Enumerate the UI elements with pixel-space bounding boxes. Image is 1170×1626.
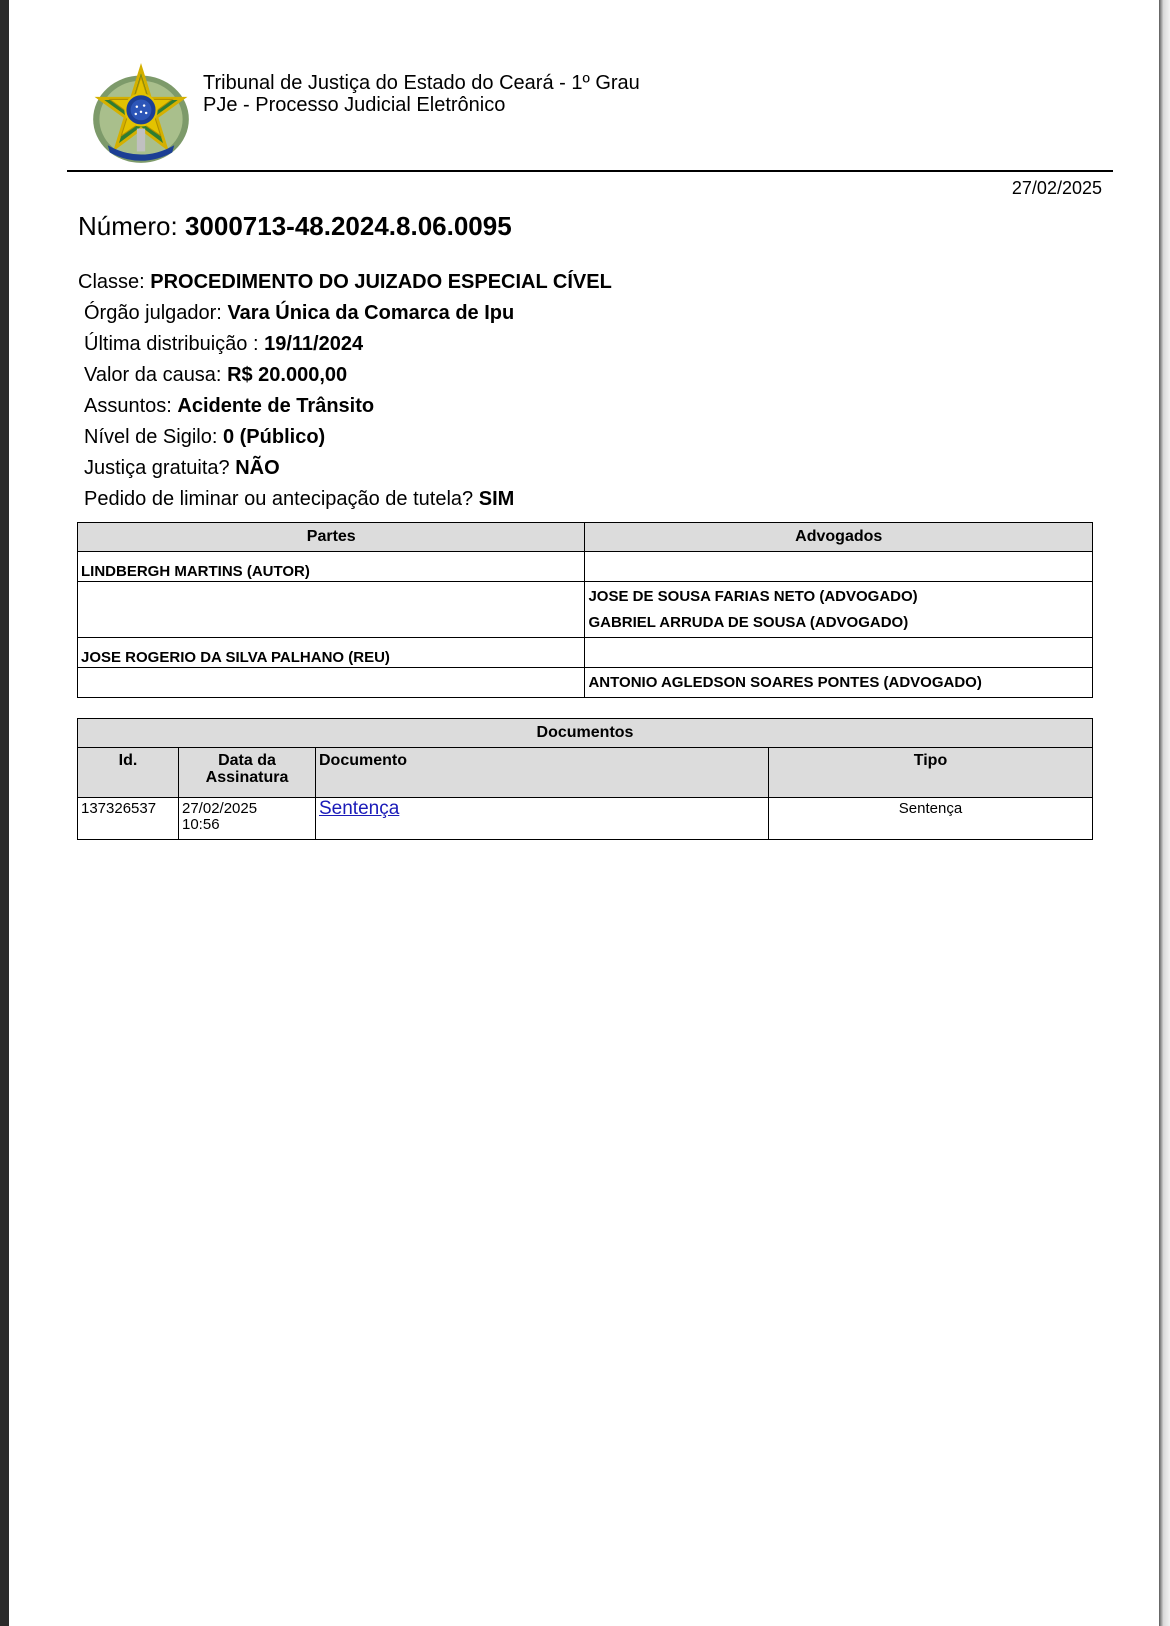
info-classe	[78, 267, 612, 298]
advogado-reu-1: ANTONIO AGLEDSON SOARES PONTES (ADVOGADO)	[585, 668, 1093, 698]
process-number-label: Número:	[78, 211, 178, 241]
sigilo-value: 0 (Público)	[222, 426, 326, 448]
gratuita-value: NÃO	[235, 457, 280, 479]
assuntos-value: Acidente de Trânsito	[177, 395, 375, 417]
liminar-value: SIM	[478, 488, 515, 510]
partes-table	[77, 522, 1093, 698]
id-column-header: Id.	[78, 748, 179, 798]
classe-label: Classe:	[78, 271, 145, 293]
court-name	[203, 72, 640, 116]
table-row	[78, 638, 1093, 668]
orgao-value: Vara Única da Comarca de Ipu	[227, 302, 515, 324]
empty-cell	[78, 668, 585, 698]
data-header-line-1: Data da	[218, 752, 276, 769]
document-header	[9, 0, 1159, 172]
brasao-seal-icon	[89, 62, 193, 166]
advogados-column-header: Advogados	[585, 523, 1093, 552]
table-row	[78, 552, 1093, 582]
info-liminar	[78, 484, 612, 515]
empty-cell	[585, 552, 1093, 582]
table-row	[78, 798, 1093, 840]
assuntos-label: Assuntos:	[84, 395, 172, 417]
gratuita-label: Justiça gratuita?	[84, 457, 230, 479]
liminar-label: Pedido de liminar ou antecipação de tutela?	[84, 488, 474, 510]
valor-label: Valor da causa:	[84, 364, 222, 386]
doc-data	[179, 798, 316, 840]
distribuicao-label: Última distribuição :	[84, 333, 259, 355]
header-divider	[67, 170, 1113, 172]
documentos-header-row	[78, 748, 1093, 798]
document-date: 27/02/2025	[1011, 178, 1102, 198]
parte-autor: LINDBERGH MARTINS (AUTOR)	[78, 552, 585, 582]
process-number-value: 3000713-48.2024.8.06.0095	[184, 211, 512, 241]
table-row	[78, 582, 1093, 638]
classe-value: PROCEDIMENTO DO JUIZADO ESPECIAL CÍVEL	[150, 271, 612, 293]
distribuicao-value: 19/11/2024	[264, 333, 364, 355]
data-header-line-2: Assinatura	[205, 769, 289, 786]
documentos-caption-row	[78, 719, 1093, 748]
info-orgao	[78, 298, 612, 329]
sigilo-label: Nível de Sigilo:	[84, 426, 218, 448]
documentos-table	[77, 718, 1093, 840]
partes-column-header: Partes	[78, 523, 585, 552]
info-sigilo	[78, 422, 612, 453]
sentenca-document-link[interactable]: Sentença	[319, 798, 400, 819]
court-line-1: Tribunal de Justiça do Estado do Ceará - 1º Grau	[203, 72, 640, 94]
court-line-2: PJe - Processo Judicial Eletrônico	[203, 94, 506, 116]
empty-cell	[78, 582, 585, 638]
valor-value: R$ 20.000,00	[227, 364, 348, 386]
partes-header-row	[78, 523, 1093, 552]
info-assuntos	[78, 391, 612, 422]
info-valor	[78, 360, 612, 391]
parte-reu: JOSE ROGERIO DA SILVA PALHANO (REU)	[78, 638, 585, 668]
documento-column-header: Documento	[316, 748, 769, 798]
page-edge-shadow	[1159, 0, 1170, 1626]
advogado-autor-1: JOSE DE SOUSA FARIAS NETO (ADVOGADO)	[588, 588, 918, 605]
process-number	[78, 211, 512, 242]
data-column-header	[179, 748, 316, 798]
doc-time: 10:56	[182, 816, 220, 833]
orgao-label: Órgão julgador:	[84, 302, 222, 324]
doc-id: 137326537	[78, 798, 179, 840]
empty-cell	[585, 638, 1093, 668]
table-row	[78, 668, 1093, 698]
process-info	[78, 267, 612, 515]
info-gratuita	[78, 453, 612, 484]
info-distribuicao	[78, 329, 612, 360]
document-page	[9, 0, 1159, 1626]
doc-documento-cell	[316, 798, 769, 840]
doc-date: 27/02/2025	[182, 800, 258, 817]
advogados-autor	[585, 582, 1093, 638]
tipo-column-header: Tipo	[769, 748, 1093, 798]
doc-tipo: Sentença	[769, 798, 1093, 840]
documentos-caption: Documentos	[78, 719, 1093, 748]
advogado-autor-2: GABRIEL ARRUDA DE SOUSA (ADVOGADO)	[588, 614, 909, 631]
